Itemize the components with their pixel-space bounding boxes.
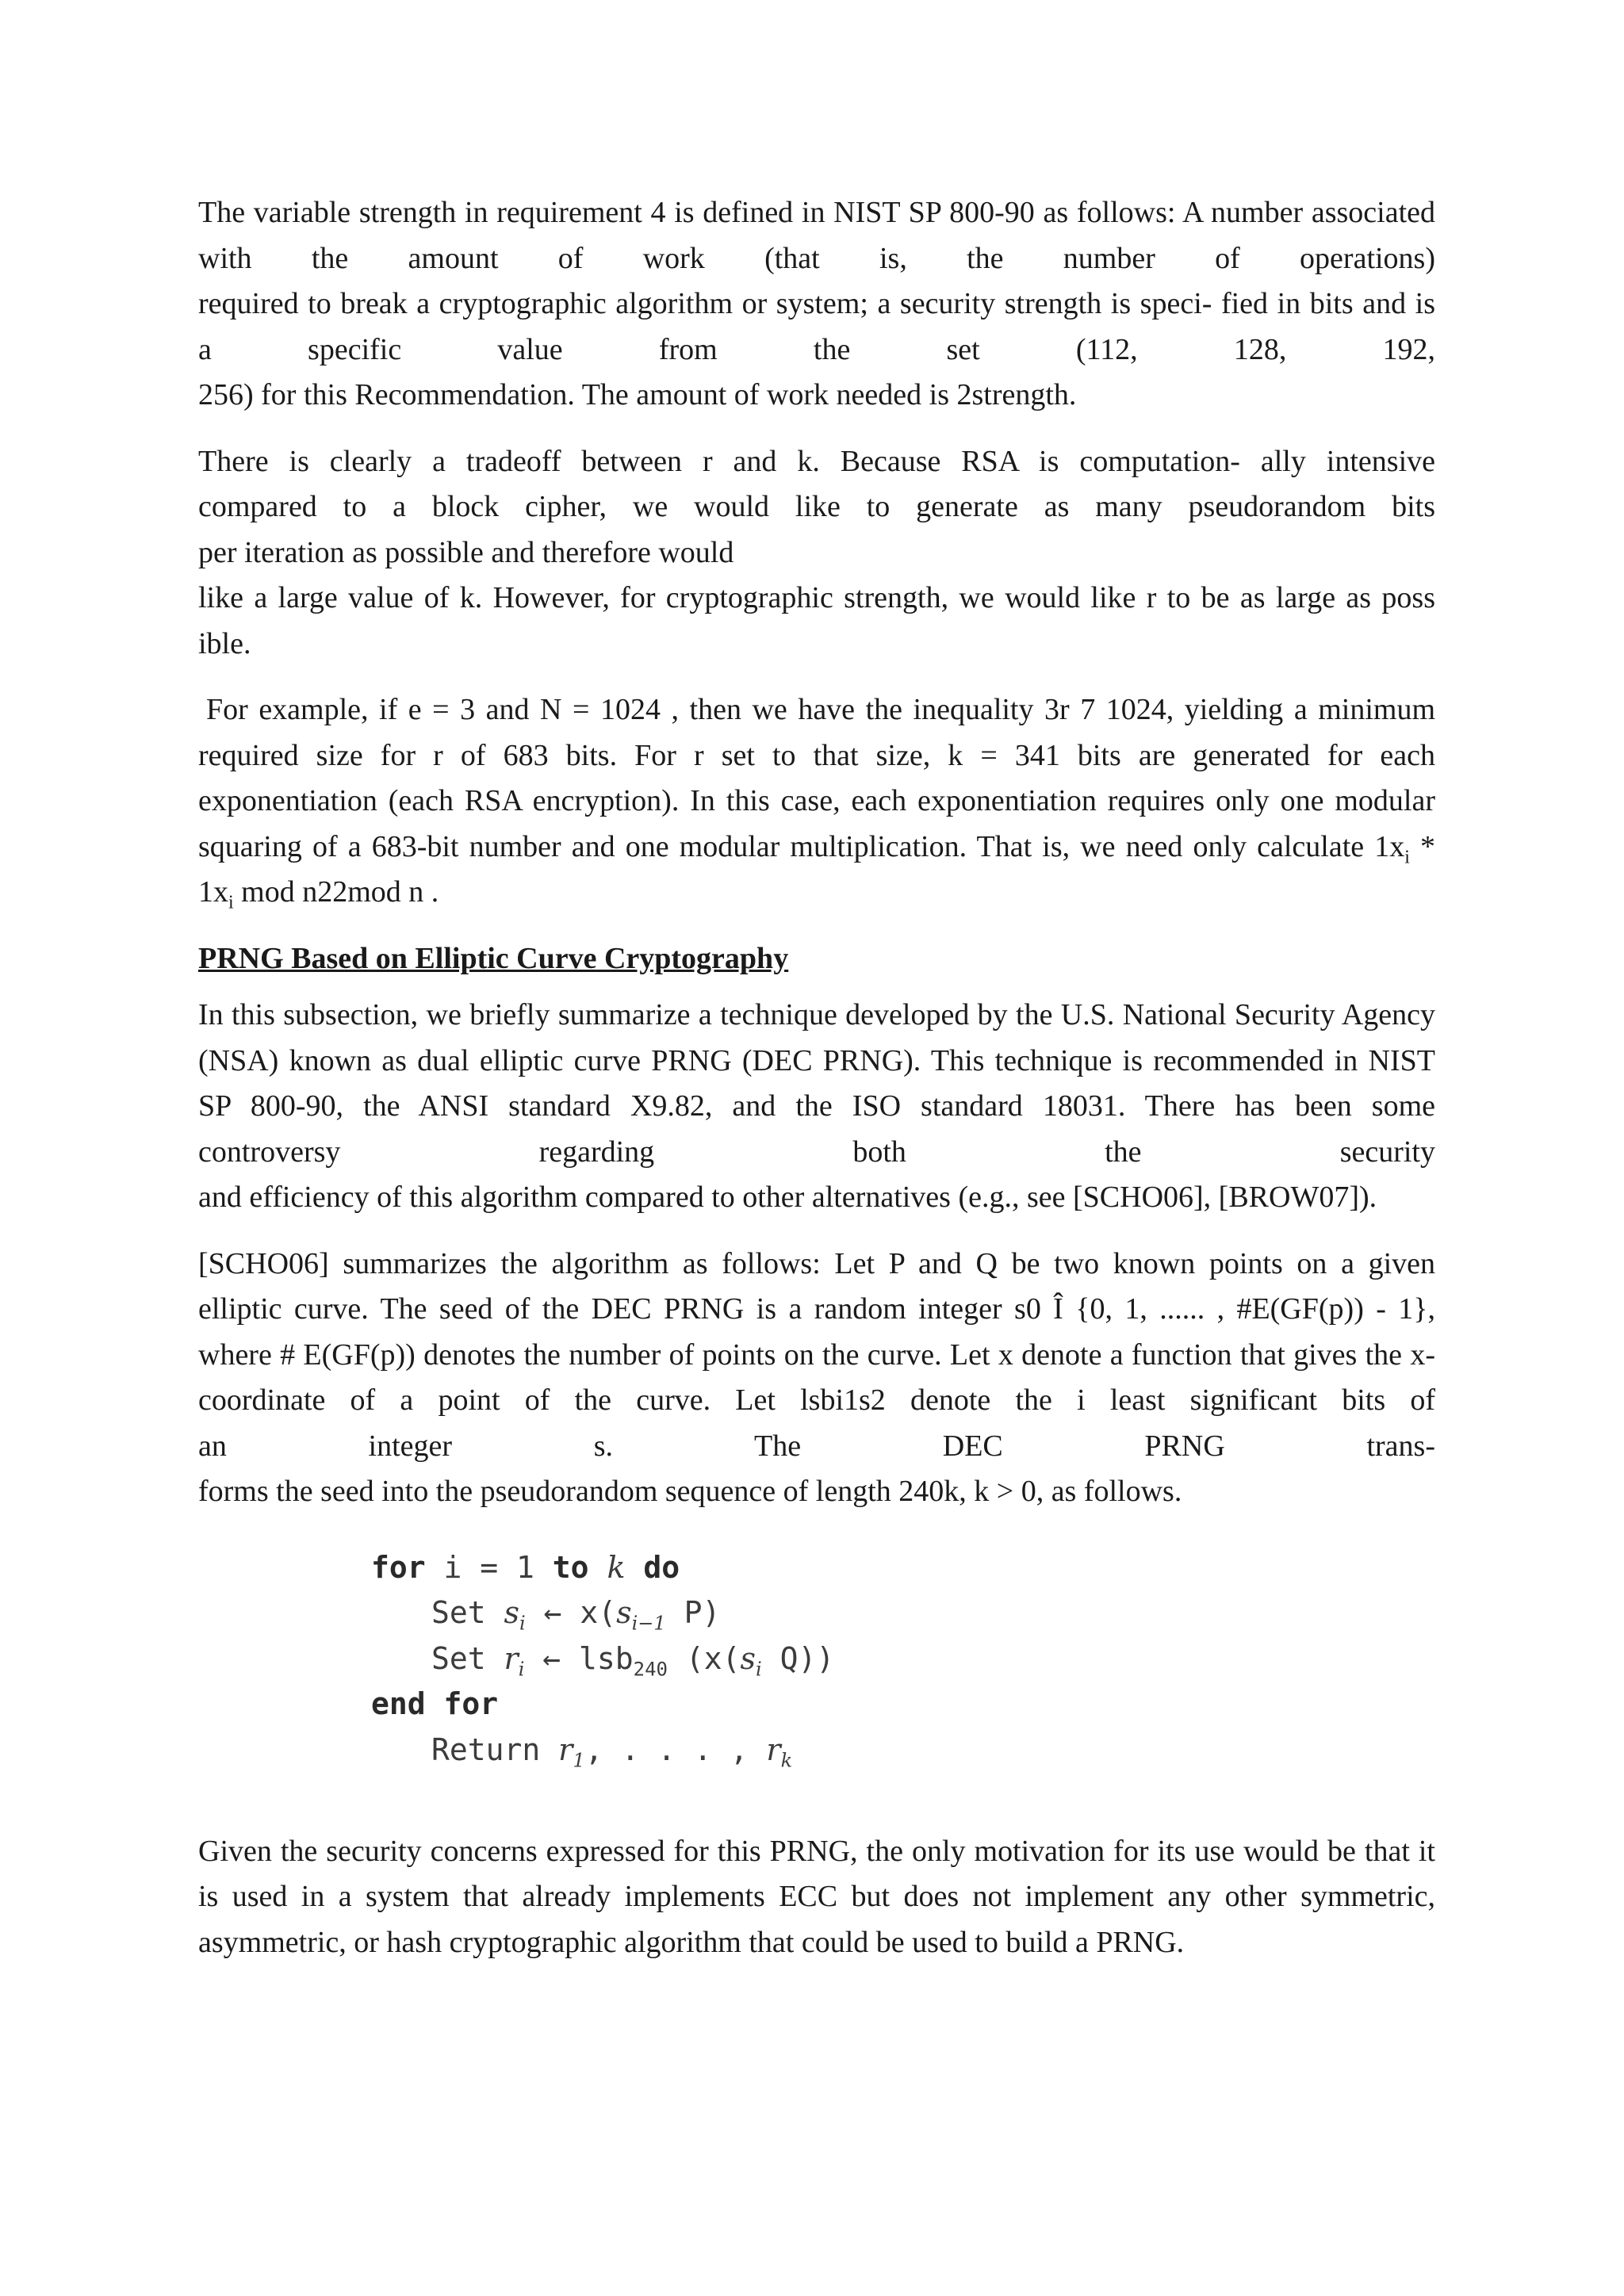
paragraph-example bbox=[198, 687, 1435, 916]
text-line: per iteration as possible and therefore would bbox=[198, 535, 734, 569]
text-line: ible. bbox=[198, 626, 251, 660]
math-var: k bbox=[607, 1549, 626, 1585]
text-line: where # E(GF(p)) denotes the number of points on the curve. Let x denote a function that gives the x- bbox=[198, 1337, 1435, 1372]
text-line bbox=[198, 825, 1435, 871]
text-line: required size for r of 683 bits. For r set to that size, k = 341 bits are generated for each bbox=[198, 738, 1435, 772]
text-line: (NSA) known as dual elliptic curve PRNG (DEC PRNG). This technique is recommended in NIST bbox=[198, 1043, 1435, 1077]
code-text: Set bbox=[431, 1595, 504, 1630]
text-line: and efficiency of this algorithm compared to other alternatives (e.g., see [SCHO06], [BROW07]). bbox=[198, 1181, 1377, 1214]
keyword: to bbox=[552, 1549, 589, 1585]
text-run: 1x bbox=[198, 875, 228, 909]
math-var: s bbox=[504, 1595, 520, 1630]
text-line: like a large value of k. However, for cryptographic strength, we would like r to be as large as poss bbox=[198, 581, 1435, 614]
text-run: squaring of a 683-bit number and one modular multiplication. That is, we need only calculate 1x bbox=[198, 829, 1405, 863]
text-line: elliptic curve. The seed of the DEC PRNG is a random integer s0 Î {0, 1, ...... , #E(GF(p)) - 1}, bbox=[198, 1292, 1435, 1326]
math-var: s bbox=[740, 1640, 756, 1676]
text-line: is used in a system that already implements ECC but does not implement any other symmetric, bbox=[198, 1880, 1435, 1913]
section-heading: PRNG Based on Elliptic Curve Cryptography bbox=[198, 941, 789, 975]
text-line: 256) for this Recommendation. The amount of work needed is 2strength. bbox=[198, 378, 1077, 411]
subscript: k bbox=[780, 1749, 793, 1772]
subscript: i−1 bbox=[631, 1612, 666, 1635]
text-line: SP 800-90, the ANSI standard X9.82, and the ISO standard 18031. There has been some bbox=[198, 1089, 1435, 1123]
text-line: [SCHO06] summarizes the algorithm as follows: Let P and Q be two known points on a given bbox=[198, 1246, 1435, 1280]
code-text: (x( bbox=[668, 1640, 741, 1676]
algorithm-code-block bbox=[371, 1545, 990, 1783]
text-run: * bbox=[1409, 829, 1435, 863]
keyword: do bbox=[643, 1549, 680, 1585]
subscript: i bbox=[756, 1658, 762, 1681]
text-line bbox=[198, 870, 1435, 916]
subscript: i bbox=[518, 1658, 525, 1681]
code-line-set-s bbox=[371, 1590, 990, 1636]
text-line: forms the seed into the pseudorandom sequence of length 240k, k > 0, as follows. bbox=[198, 1475, 1182, 1508]
subscript: i bbox=[519, 1612, 526, 1635]
paragraph-security-concerns bbox=[198, 1829, 1435, 1966]
text-line: asymmetric, or hash cryptographic algorithm that could be used to build a PRNG. bbox=[198, 1925, 1185, 1959]
paragraph-dec-prng-intro bbox=[198, 993, 1435, 1221]
text-line: controversy regarding both the security bbox=[198, 1135, 1435, 1169]
subscript: i bbox=[228, 892, 234, 913]
math-var: r bbox=[766, 1732, 781, 1767]
text-line: For example, if e = 3 and N = 1024 , then we have the inequality 3r 7 1024, yielding a minimum bbox=[206, 693, 1435, 726]
math-var: s bbox=[616, 1595, 632, 1630]
code-text: i = 1 bbox=[425, 1549, 553, 1585]
text-line: Given the security concerns expressed for this PRNG, the only motivation for its use would be that it bbox=[198, 1834, 1435, 1868]
text-line: a specific value from the set (112, 128, 192, bbox=[198, 332, 1435, 366]
code-text: Set bbox=[431, 1640, 504, 1676]
text-line: There is clearly a tradeoff between r and k. Because RSA is computation- ally intensive bbox=[198, 444, 1435, 478]
paragraph-strength-definition bbox=[198, 190, 1435, 419]
code-line-return bbox=[371, 1728, 990, 1774]
code-text: Return bbox=[431, 1732, 559, 1767]
code-text: ← x( bbox=[525, 1595, 617, 1630]
text-line: an integer s. The DEC PRNG trans- bbox=[198, 1429, 1435, 1463]
code-text: P) bbox=[665, 1595, 721, 1630]
code-text: ← lsb bbox=[524, 1640, 634, 1676]
code-text: Q)) bbox=[761, 1640, 835, 1676]
keyword: end for bbox=[371, 1686, 499, 1721]
text-line: In this subsection, we briefly summarize a technique developed by the U.S. National Security Agency bbox=[198, 998, 1435, 1031]
text-line: coordinate of a point of the curve. Let lsbi1s2 denote the i least significant bits of bbox=[198, 1383, 1435, 1417]
text-line: The variable strength in requirement 4 is defined in NIST SP 800-90 as follows: A number associated bbox=[198, 196, 1435, 229]
subscript: i bbox=[1404, 847, 1410, 868]
keyword: for bbox=[371, 1549, 426, 1585]
math-var: r bbox=[504, 1640, 519, 1676]
text-line: compared to a block cipher, we would like to generate as many pseudorandom bits bbox=[198, 490, 1435, 523]
code-line-set-r bbox=[371, 1636, 990, 1682]
code-line-end-for bbox=[371, 1682, 990, 1728]
code-text: , . . . , bbox=[584, 1732, 767, 1767]
text-line: with the amount of work (that is, the number of operations) bbox=[198, 241, 1435, 275]
math-var: r bbox=[558, 1732, 573, 1767]
subscript: 1 bbox=[573, 1749, 585, 1772]
text-run: mod n22mod n . bbox=[233, 875, 439, 909]
code-line-for bbox=[371, 1545, 990, 1591]
text-line: exponentiation (each RSA encryption). In this case, each exponentiation requires only one modular bbox=[198, 784, 1435, 817]
document-body bbox=[198, 190, 1435, 1986]
paragraph-tradeoff bbox=[198, 439, 1435, 668]
paragraph-algorithm-summary bbox=[198, 1242, 1435, 1515]
text-line: required to break a cryptographic algorithm or system; a security strength is speci- fied in bits and is bbox=[198, 287, 1435, 320]
subscript: 240 bbox=[633, 1658, 668, 1681]
